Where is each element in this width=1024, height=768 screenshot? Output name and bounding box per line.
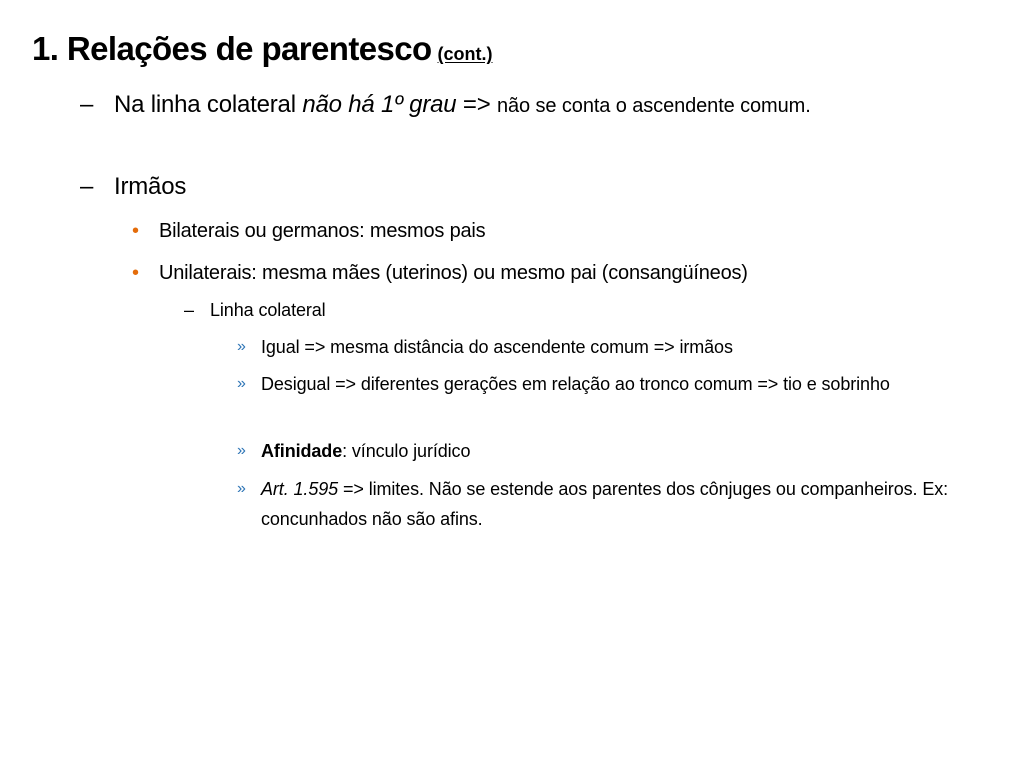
bullet-rest: : vínculo jurídico (342, 441, 471, 461)
bullet-text: Irmãos (114, 173, 187, 200)
bullet-text: Bilaterais ou germanos: mesmos pais (159, 220, 486, 242)
chevron-marker: » (237, 375, 246, 392)
bullet-text: Igual => mesma distância do ascendente comum => irmãos (261, 337, 733, 357)
chevron-marker: » (237, 442, 246, 459)
dash-marker: – (80, 91, 94, 118)
bullet-italic: não há 1º grau (302, 91, 457, 118)
bullet-text (114, 88, 940, 123)
bullet-afinidade (237, 436, 997, 466)
bullet-unilaterais (132, 258, 982, 288)
bullet-rest: => limites. Não se estende aos parentes dos cônjuges ou companheiros. Ex: concunhados não são afins. (261, 479, 949, 529)
title-suffix: (cont.) (437, 44, 493, 64)
bullet-text: Unilaterais: mesma mães (uterinos) ou mesmo pai (consangüíneos) (159, 262, 748, 284)
bullet-small-text: não se conta o ascendente comum. (496, 95, 811, 117)
title-text: 1. Relações de parentesco (32, 30, 432, 67)
dot-marker: • (132, 262, 139, 284)
bullet-desigual (237, 369, 997, 399)
bullet-arrow: => (456, 91, 497, 118)
bullet-text (261, 436, 997, 466)
dot-marker: • (132, 220, 139, 242)
chevron-marker: » (237, 338, 246, 355)
dash-marker: – (80, 173, 94, 200)
bullet-irmaos (80, 170, 940, 204)
bullet-prefix: Na linha colateral (114, 91, 303, 118)
slide-title (32, 30, 493, 68)
bullet-art-1595 (237, 474, 997, 534)
dash-marker: – (184, 300, 194, 320)
bullet-igual (237, 332, 997, 362)
bullet-linha-colateral (184, 296, 984, 324)
chevron-marker: » (237, 480, 246, 497)
bullet-text: Desigual => diferentes gerações em relação ao tronco comum => tio e sobrinho (261, 374, 890, 394)
bullet-text: Linha colateral (210, 300, 326, 320)
bullet-italic: Art. 1.595 (261, 479, 339, 499)
bullet-bilaterais (132, 216, 982, 246)
bullet-text (261, 474, 997, 534)
bullet-bold: Afinidade (261, 441, 343, 461)
bullet-colateral-grau (80, 88, 940, 123)
